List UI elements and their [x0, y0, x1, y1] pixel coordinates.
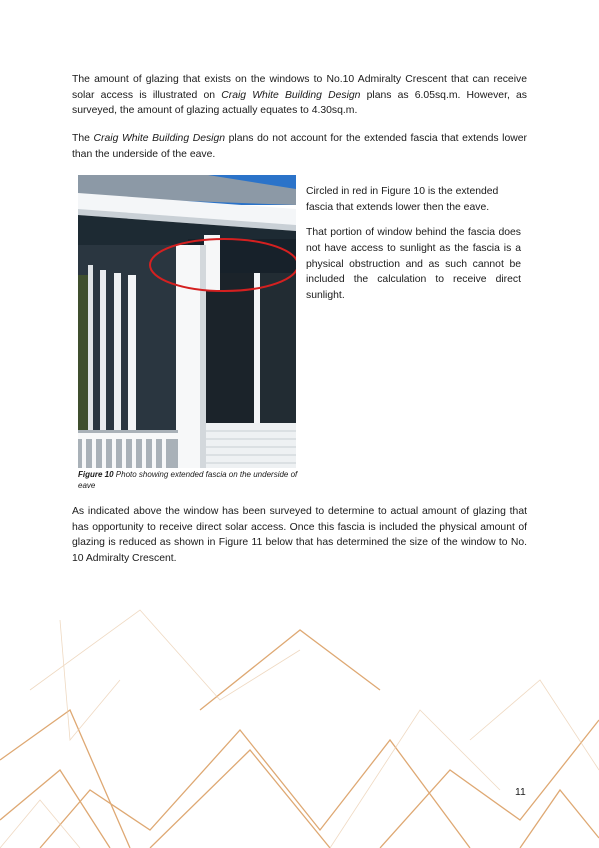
paragraph-text: The: [72, 133, 94, 144]
paragraph-text: The amount of glazing that exists on the windows to No.10 Admiralty Crescent that can receive solar access is illustrated on: [72, 74, 527, 101]
paragraph-text: plans as 6.05sq.m. However, as surveyed, the amount of glazing actually equates to 4.30sq.m.: [72, 89, 527, 117]
paragraph-extended-fascia: [72, 131, 527, 162]
figure-caption: [78, 469, 298, 491]
weatherboards: [206, 423, 296, 468]
veranda-photo-illustration: [78, 175, 296, 468]
paragraph-text: plans do not account for the extended fascia that extends lower than the underside of the eave.: [72, 133, 527, 160]
decorative-zigzag-pattern: [0, 590, 599, 848]
page-number: 11: [515, 787, 526, 798]
company-name: Craig White Building Design: [221, 89, 361, 101]
paragraph-surveyed: As indicated above the window has been surveyed to determine to actual amount of glazing that has opportunity to receive direct solar access. Once this fascia is included the physical amount of glazing is reduced as shown in Figure 11 below that has determined the size of the window to No. 10 Admiralty Crescent.: [72, 506, 527, 564]
figure-label: Figure 10: [78, 470, 114, 479]
right-paragraph-circled: Circled in red in Figure 10 is the extended fascia that extends lower then the eave.: [306, 186, 499, 213]
caption-text: Photo showing extended fascia on the underside of eave: [78, 470, 298, 490]
company-name: Craig White Building Design: [93, 133, 226, 144]
paragraph-glazing-amount: [72, 72, 527, 119]
right-paragraph-obstruction: That portion of window behind the fascia does not have access to sunlight as the fascia is a physical obstruction and as such cannot be included the calculation to receive direct sunlight.: [306, 227, 521, 301]
window-pane-right: [260, 253, 296, 423]
downpipe: [204, 235, 220, 291]
figure-10-photo: [78, 175, 296, 468]
